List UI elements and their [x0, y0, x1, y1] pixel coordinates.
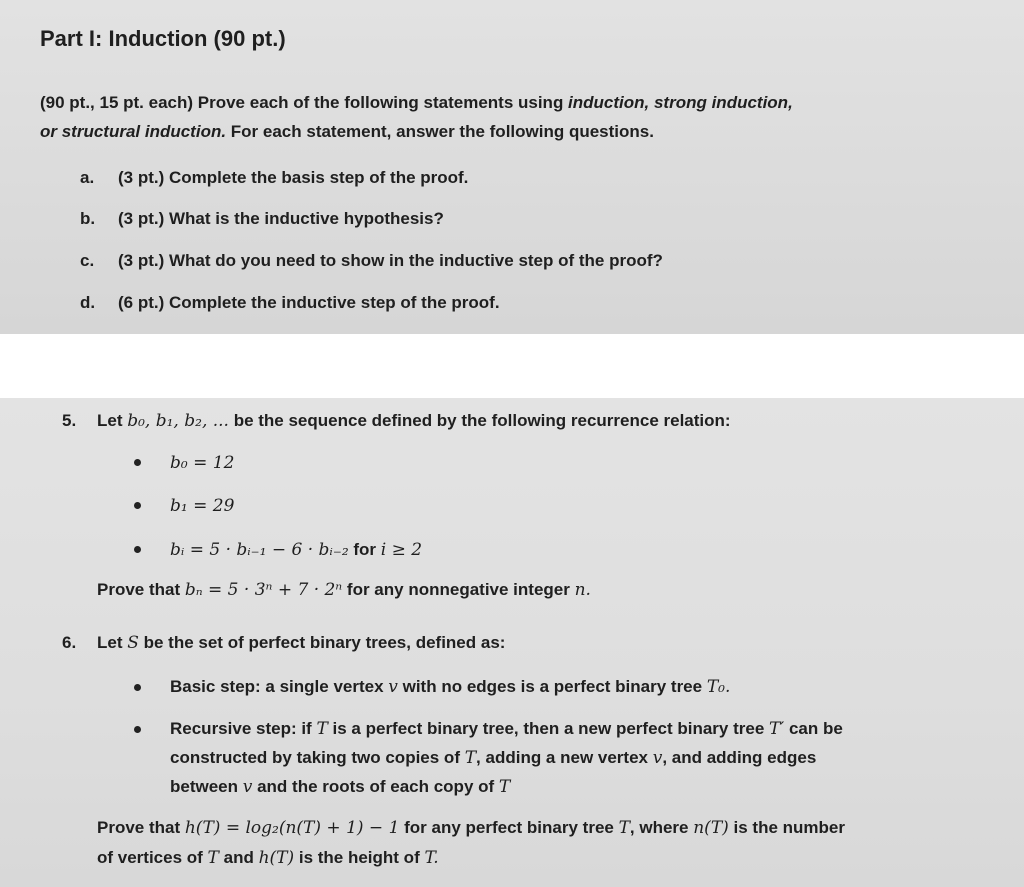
problem-5-number: 5.: [62, 411, 77, 430]
problem-5-lead: Let b₀, b₁, b₂, ... be the sequence defined by the following recurrence relation:: [97, 411, 731, 431]
basic-step: Basic step: a single vertex v with no edges is a perfect binary tree T₀.: [170, 677, 731, 697]
bullet-dot: [134, 502, 141, 509]
problem-5-prove: Prove that bₙ = 5 · 3ⁿ + 7 · 2ⁿ for any nonnegative integer n.: [97, 580, 591, 600]
part-one-panel: [0, 0, 1024, 334]
intro-line-2: or structural induction. For each statement, answer the following questions.: [40, 122, 654, 141]
part-title: Part I: Induction (90 pt.): [40, 26, 286, 51]
recursive-step-line-1: Recursive step: if T is a perfect binary tree, then a new perfect binary tree T′ can be: [170, 719, 843, 739]
problem-6-lead: Let S be the set of perfect binary trees, defined as:: [97, 633, 506, 653]
question-a-letter: a.: [80, 168, 95, 187]
sequence-symbol: b₀, b₁, b₂, ...: [127, 411, 229, 431]
bullet-dot: [134, 546, 141, 553]
intro-line-1: (90 pt., 15 pt. each) Prove each of the following statements using induction, strong induction,: [40, 93, 793, 112]
problems-panel: [0, 398, 1024, 887]
problem-6-number: 6.: [62, 633, 77, 652]
question-d-letter: d.: [80, 293, 96, 312]
recursive-step-line-3: between v and the roots of each copy of T: [170, 777, 511, 797]
problem-6-prove-line-1: Prove that h(T) = log₂(n(T) + 1) − 1 for any perfect binary tree T, where n(T) is the number: [97, 818, 845, 838]
question-b-letter: b.: [80, 209, 96, 228]
bullet-dot: [134, 726, 141, 733]
problem-6-prove-line-2: of vertices of T and h(T) is the height of T.: [97, 848, 439, 868]
question-b: (3 pt.) What is the inductive hypothesis?: [118, 209, 444, 228]
question-d: (6 pt.) Complete the inductive step of the proof.: [118, 293, 500, 312]
bullet-dot: [134, 459, 141, 466]
question-c: (3 pt.) What do you need to show in the inductive step of the proof?: [118, 251, 663, 270]
recurrence-b1: b₁ = 29: [170, 496, 235, 516]
bullet-dot: [134, 684, 141, 691]
recursive-step-line-2: constructed by taking two copies of T, adding a new vertex v, and adding edges: [170, 748, 817, 768]
question-c-letter: c.: [80, 251, 95, 270]
recurrence-general: bᵢ = 5 · bᵢ₋₁ − 6 · bᵢ₋₂ for i ≥ 2: [170, 540, 423, 560]
question-a: (3 pt.) Complete the basis step of the proof.: [118, 168, 469, 187]
recurrence-b0: b₀ = 12: [170, 453, 235, 473]
